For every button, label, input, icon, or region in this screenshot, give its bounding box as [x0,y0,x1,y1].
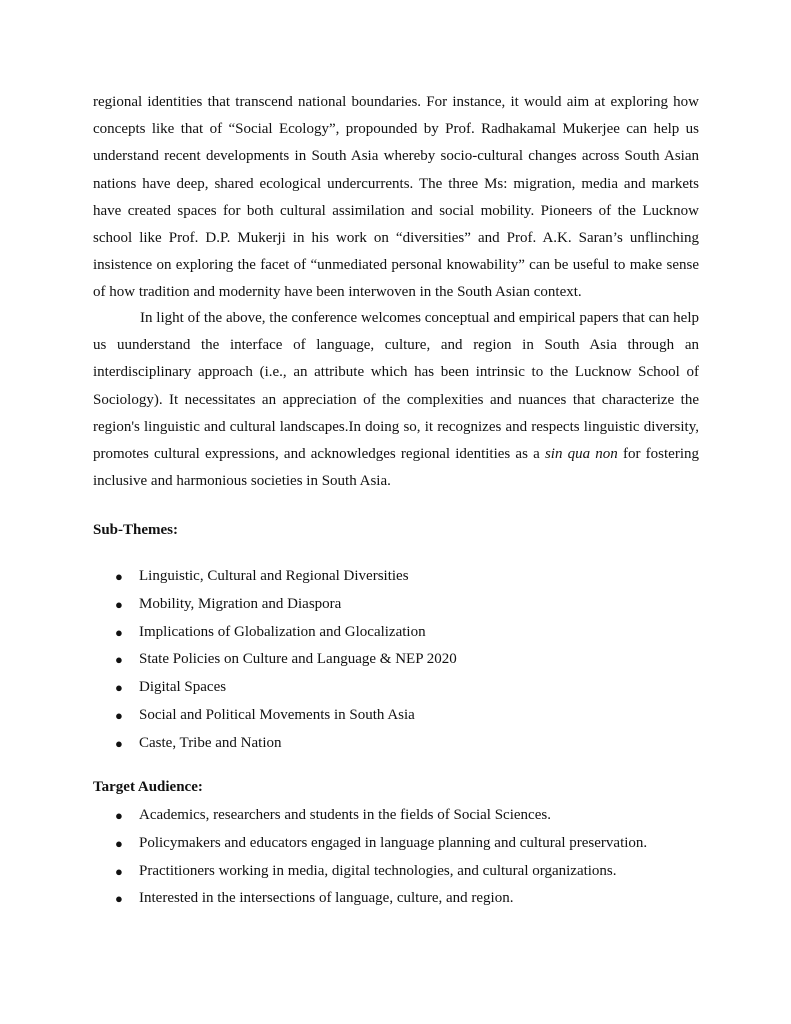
bullet-icon: ● [115,835,123,851]
list-item [93,885,699,913]
list-item [93,802,699,830]
list-item [93,563,699,591]
list-item-text: Social and Political Movements in South Asia [139,706,415,723]
list-item [93,646,699,674]
bullet-icon: ● [115,707,123,723]
list-item-text: Caste, Tribe and Nation [139,734,282,751]
list-item [93,591,699,619]
list-item [93,858,699,886]
sub-themes-heading: Sub-Themes: [93,522,179,538]
list-item-text: Mobility, Migration and Diaspora [139,595,342,612]
list-item-text: Digital Spaces [139,679,227,696]
bullet-icon: ● [115,735,123,751]
bullet-icon: ● [115,891,123,907]
list-item [93,674,699,702]
list-item-text: Academics, researchers and students in the fields of Social Sciences. [139,807,551,823]
bullet-icon: ● [115,863,123,879]
bullet-icon: ● [115,569,123,584]
bullet-icon: ● [115,652,123,668]
list-item-text: Linguistic, Cultural and Regional Diversities [139,568,409,584]
paragraph-text-before-italic: In light of the above, the conference welcomes conceptual and empirical papers that can help us uunderstand the interface of language, culture, and region in South Asia through an interdisciplinary approach (i.e., an attribute which has been intrinsic to the Lucknow School of Sociology). It necessitates an appreciation of the complexities and nuances that characterize the region's linguistic and cultural landscapes.In doing so, it recognizes and respects linguistic diversity, promotes cultural expressions, and acknowledges regional identities as a [93,310,699,463]
bullet-icon: ● [115,808,123,823]
list-item [93,830,699,858]
paragraph-text-after-italic: for fostering inclusive and harmonious societies in South Asia. [93,446,699,490]
list-item-text: Policymakers and educators engaged in language planning and cultural preservation. [139,834,648,851]
sub-themes-list [93,563,699,758]
bullet-icon: ● [115,624,123,640]
list-item [93,619,699,647]
conference-paragraph [93,305,699,495]
list-item [93,702,699,730]
intro-paragraph: regional identities that transcend national boundaries. For instance, it would aim at exploring how concepts like that of “Social Ecology”, propounded by Prof. Radhakamal Mukerjee can help us understand recent developments in South Asia whereby socio-cultural changes across South Asian nations have deep, shared ecological undercurrents. The three Ms: migration, media and markets have created spaces for both cultural assimilation and social mobility. Pioneers of the Lucknow school like Prof. D.P. Mukerji in his work on “diversities” and Prof. A.K. Saran’s unflinching insistence on exploring the facet of “unmediated personal knowability” can be useful to make sense of how tradition and modernity have been interwoven in the South Asian context. [93,94,699,301]
target-audience-list [93,802,699,913]
list-item-text: Practitioners working in media, digital technologies, and cultural organizations. [139,862,617,879]
list-item-text: Implications of Globalization and Glocalization [139,623,426,640]
bullet-icon: ● [115,680,123,696]
target-audience-heading: Target Audience: [93,779,203,795]
list-item-text: State Policies on Culture and Language & NEP 2020 [139,651,457,668]
italic-phrase: sin qua non [544,446,618,463]
bullet-icon: ● [115,596,123,612]
list-item-text: Interested in the intersections of language, culture, and region. [139,890,514,907]
list-item [93,730,699,758]
